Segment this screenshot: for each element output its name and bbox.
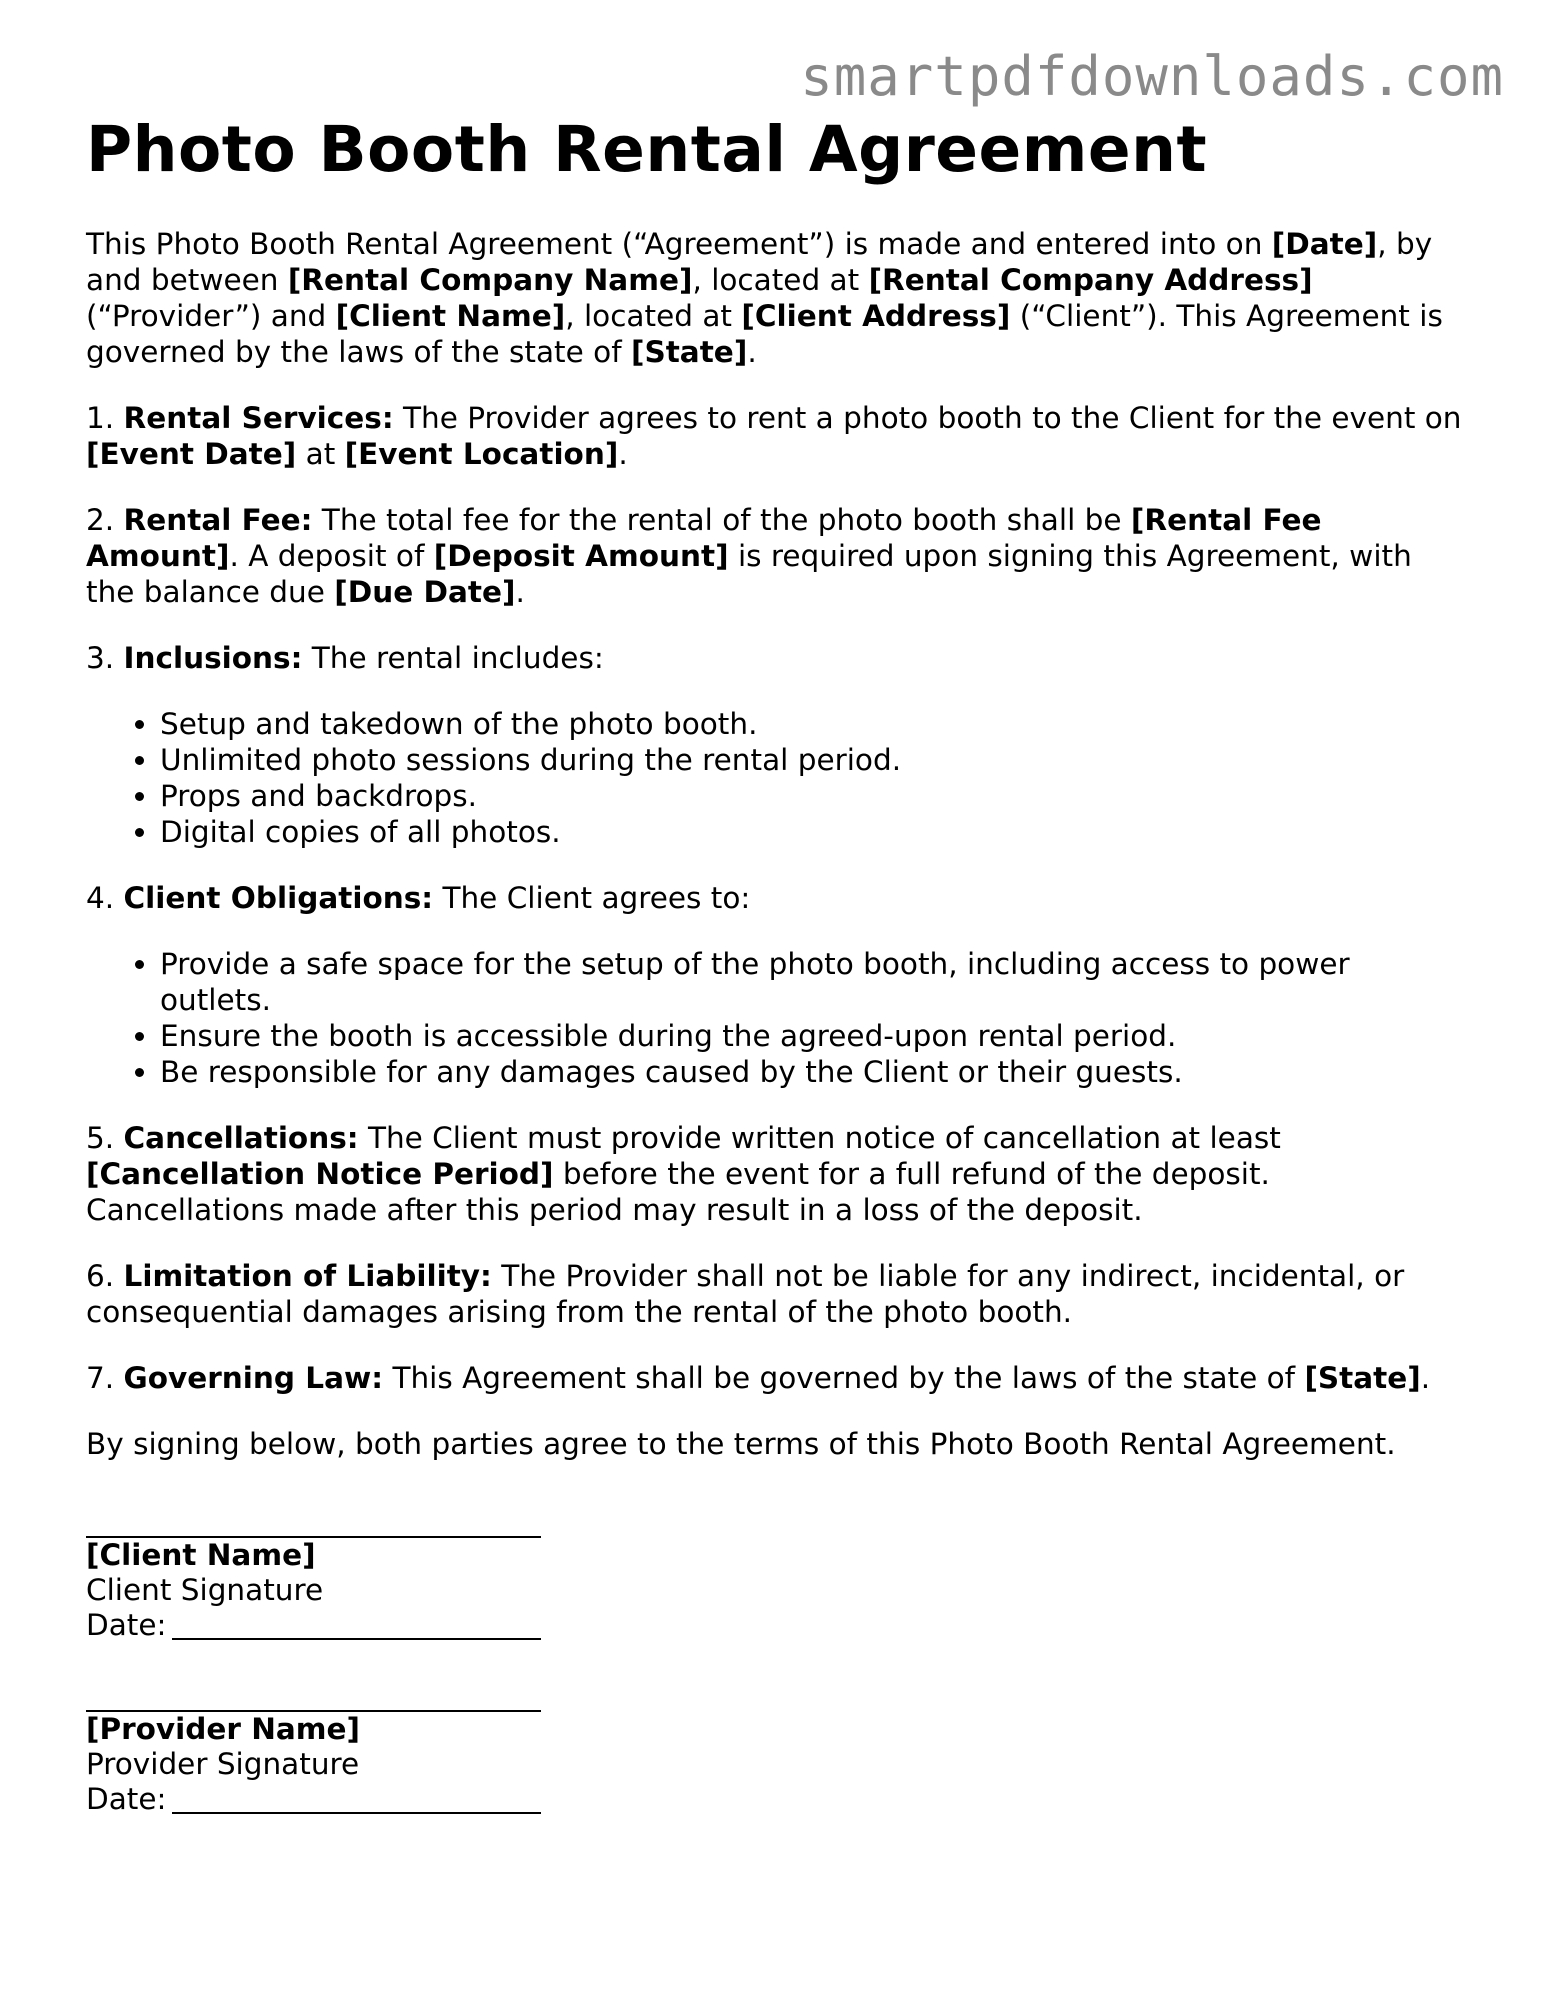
section-heading: Governing Law: [123,1361,384,1395]
list-item: • Unlimited photo sessions during the rental period. [160,742,1466,778]
list-item: • Provide a safe space for the setup of the photo booth, including access to power outlets. [160,946,1466,1018]
placeholder-date: [Date] [1271,227,1378,261]
placeholder-state: [State] [1304,1361,1421,1395]
document-page [86,110,1466,1817]
list-item: • Ensure the booth is accessible during the agreed-upon rental period. [160,1018,1466,1054]
client-signature-block [86,1504,1466,1643]
section-heading: Rental Fee: [123,503,313,537]
placeholder-client-name: [Client Name] [335,299,566,333]
section-cancellations: 5. Cancellations: The Client must provide written notice of cancellation at least [Cancellation Notice Period] before the event for a full refund of the deposit. Cancellations made after this period may result in a loss of the deposit. [86,1121,1281,1227]
placeholder-deposit-amount: [Deposit Amount] [433,539,729,573]
section-client-obligations: 4. Client Obligations: The Client agrees to: [86,881,751,915]
list-item: • Digital copies of all photos. [160,814,1466,850]
placeholder-due-date: [Due Date] [334,575,516,609]
section-inclusions: 3. Inclusions: The rental includes: [86,641,604,675]
obligations-list [86,946,1466,1090]
section-heading: Cancellations: [123,1121,359,1155]
client-date-line[interactable] [172,1610,541,1640]
placeholder-event-date: [Event Date] [86,437,297,471]
closing-statement: By signing below, both parties agree to the terms of this Photo Booth Rental Agreement. [86,1427,1396,1461]
provider-signature-block [86,1678,1466,1817]
section-heading: Client Obligations: [123,881,434,915]
list-item: • Setup and takedown of the photo booth. [160,706,1466,742]
provider-signature-label: Provider Signature [86,1747,360,1781]
watermark: smartpdfdownloads.com [800,45,1504,108]
section-limitation-of-liability: 6. Limitation of Liability: The Provider shall not be liable for any indirect, incidental, or consequential damages arising from the rental of the photo booth. [86,1259,1405,1329]
placeholder-client-address: [Client Address] [741,299,1011,333]
placeholder-event-location: [Event Location] [344,437,619,471]
placeholder-rental-company-name: [Rental Company Name] [287,263,693,297]
section-heading: Limitation of Liability: [123,1259,492,1293]
date-label: Date: [86,1608,167,1642]
intro-paragraph: This Photo Booth Rental Agreement (“Agreement”) is made and entered into on [Date], by and between [Rental Company Name], located at [Rental Company Address] (“Provider”) and [Client Name], located at [Client Address] (“Client”). This Agreement is governed by the laws of the state of [State]. [86,227,1443,369]
inclusions-list [86,706,1466,850]
section-heading: Rental Services: [123,401,394,435]
section-heading: Inclusions: [123,641,303,675]
placeholder-client-name: [Client Name] [86,1538,316,1572]
placeholder-provider-name: [Provider Name] [86,1712,361,1746]
list-item: • Be responsible for any damages caused by the Client or their guests. [160,1054,1466,1090]
placeholder-rental-company-address: [Rental Company Address] [868,263,1313,297]
provider-date-line[interactable] [172,1784,541,1814]
placeholder-state: [State] [630,335,748,369]
placeholder-rental-fee-amount: [Rental Fee Amount] [86,503,1322,573]
document-title: Photo Booth Rental Agreement [86,113,1208,186]
list-item: • Props and backdrops. [160,778,1466,814]
client-signature-label: Client Signature [86,1573,324,1607]
client-signature-line[interactable] [86,1504,541,1538]
provider-signature-line[interactable] [86,1678,541,1712]
date-label: Date: [86,1782,167,1816]
section-rental-fee: 2. Rental Fee: The total fee for the rental of the photo booth shall be [Rental Fee Amount]. A deposit of [Deposit Amount] is required upon signing this Agreement, with the balance due [Due Date]. [86,503,1412,609]
section-rental-services: 1. Rental Services: The Provider agrees to rent a photo booth to the Client for the event on [Event Date] at [Event Location]. [86,401,1462,471]
placeholder-cancellation-notice-period: [Cancellation Notice Period] [86,1157,554,1191]
section-governing-law: 7. Governing Law: This Agreement shall be governed by the laws of the state of [State]. [86,1361,1431,1395]
